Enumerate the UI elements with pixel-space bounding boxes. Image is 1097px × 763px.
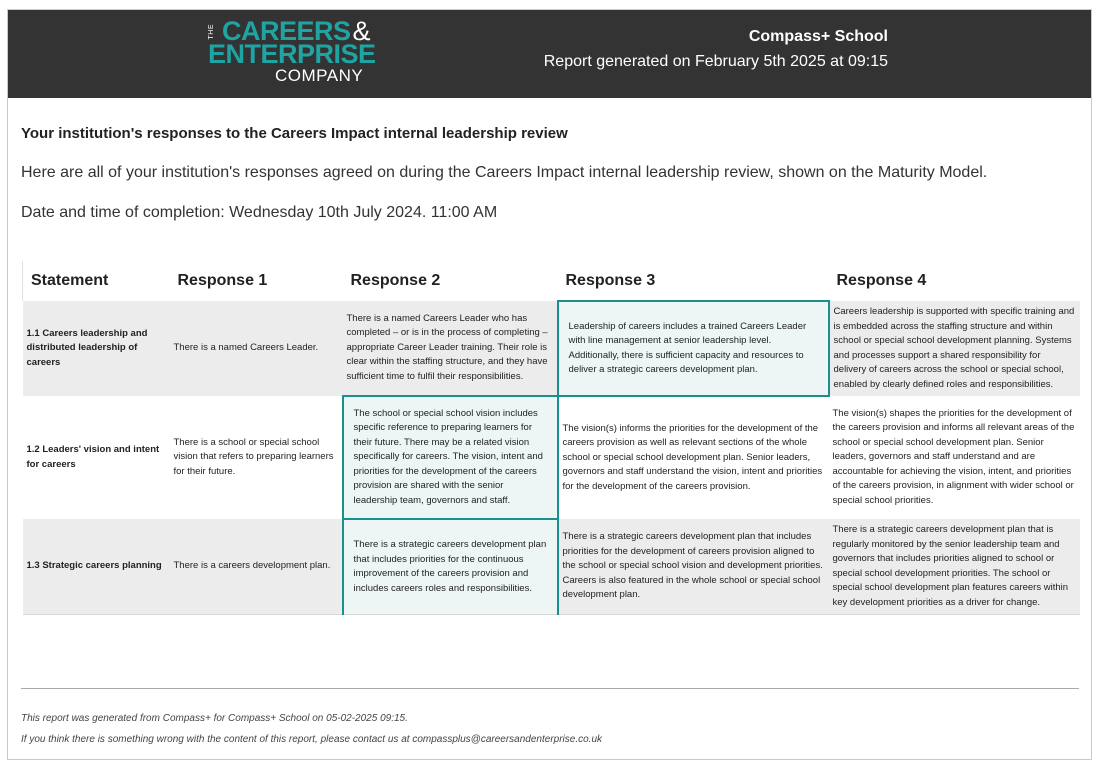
column-header-response-3: Response 3 (565, 271, 656, 289)
table-row (23, 396, 1080, 519)
response-cell: There is a named Careers Leader. (170, 301, 343, 396)
logo-enterprise: ENTERPRISE (208, 39, 376, 69)
response-cell: The vision(s) informs the priorities for the development of the careers provision as well as relevant sections of the whole school or special school development plan. Senior leaders, governors and staff understand the vision, intent and priorities for the development of the careers provision. (558, 396, 829, 519)
footer-contact-note: If you think there is something wrong with the content of this report, please contact us at compassplus@careersandenterprise.co.uk (21, 734, 603, 745)
school-name: Compass+ School (748, 28, 888, 45)
report-page (7, 9, 1092, 760)
response-cell: There is a careers development plan. (170, 519, 343, 615)
column-header-response-2: Response 2 (350, 272, 441, 289)
response-cell: The vision(s) shapes the priorities for the development of the careers provision and informs all relevant areas of the school or special school development plan. Senior leaders, governors and staff understand and are accountable for achieving the vision, intent, and priorities of the careers provision, in alignment with wider school or special school priorities. (829, 396, 1080, 519)
report-intro: Here are all of your institution's responses agreed on during the Careers Impact internal leadership review, shown on the Maturity Model. (21, 164, 988, 181)
logo-ampersand: & (352, 16, 371, 46)
response-cell: There is a named Careers Leader who has completed – or is in the process of completing – appropriate Career Leader training. Their role is clear within the staffing structure, and they have sufficient time to fulfil their responsibilities. (343, 301, 558, 396)
logo-the: THE (208, 24, 215, 40)
selected-response-cell: The school or special school vision includes specific reference to preparing learners for their future. There may be a related vision specifically for careers. The vision, intent and priorities for the development of the careers provision are shared with the senior leadership team, governors and staff. (343, 396, 558, 519)
response-cell: There is a strategic careers development plan that includes priorities for the development of careers provision aligned to the school or special school vision and development priorities. Careers is also featured in the whole school or special school development plan. (558, 519, 829, 615)
response-cell: There is a school or special school vision that refers to preparing learners for their future. (170, 396, 343, 519)
column-header-response-4: Response 4 (836, 272, 927, 289)
column-header-response-1: Response 1 (177, 272, 268, 289)
selected-response-cell: There is a strategic careers development plan that includes priorities for the continuous improvement of the careers provision and includes careers roles and responsibilities. (343, 519, 558, 615)
report-header-banner (8, 10, 1091, 98)
response-cell: Careers leadership is supported with specific training and is embedded across the staffing structure and within school or special school development planning. Systems and processes support a shared responsibility for delivery of careers across the school or special school, enabled by clearly defined roles and responsibilities. (829, 301, 1080, 396)
footer-divider (21, 688, 1079, 689)
response-cell: There is a strategic careers development plan that is regularly monitored by the senior leadership team and governors that includes priorities aligned to school or special school development priorities. The school or special school development plan features careers within key development priorities as a driver for change. (829, 519, 1080, 615)
report-title: Your institution's responses to the Careers Impact internal leadership review (21, 125, 568, 142)
footer-generated-note: This report was generated from Compass+ for Compass+ School on 05-02-2025 09:15. (21, 713, 408, 724)
statement-cell: 1.1 Careers leadership and distributed leadership of careers (23, 301, 170, 396)
table-header-row (23, 261, 1080, 301)
report-generated-date: Report generated on February 5th 2025 at 09:15 (543, 53, 888, 70)
company-logo (208, 16, 376, 92)
header-info (528, 27, 888, 73)
statement-cell: 1.2 Leaders' vision and intent for careers (23, 396, 170, 519)
completion-date: Date and time of completion: Wednesday 10th July 2024. 11:00 AM (21, 204, 498, 221)
logo-careers-text: CAREERS (222, 16, 351, 46)
statement-cell: 1.3 Strategic careers planning (23, 519, 170, 615)
selected-response-cell: Leadership of careers includes a trained Careers Leader with line management at senior leadership level. Additionally, there is sufficient capacity and resources to deliver a strategic careers development plan. (558, 301, 829, 396)
column-header-statement: Statement (23, 261, 170, 301)
table-row (23, 301, 1080, 396)
logo-company: COMPANY (275, 66, 364, 85)
table-row (23, 519, 1080, 615)
maturity-model-table (22, 261, 1080, 615)
